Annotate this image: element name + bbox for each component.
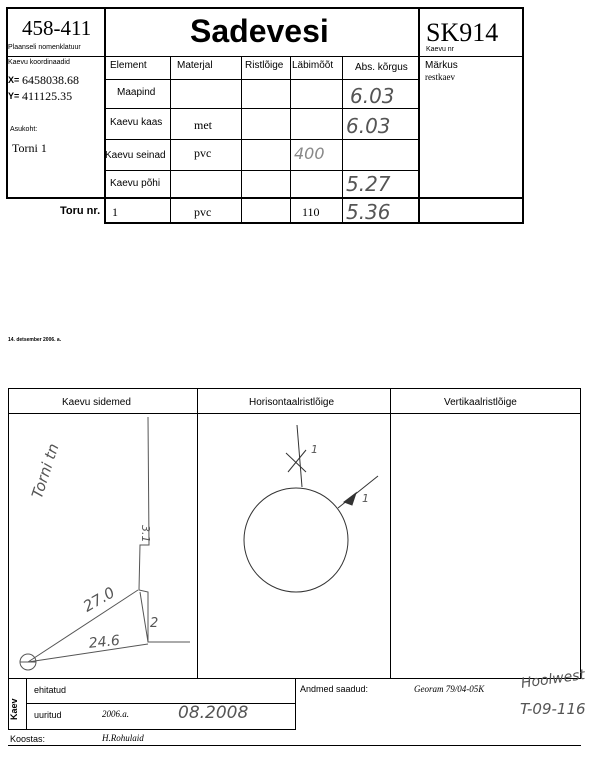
row-element-1: Kaevu kaas bbox=[110, 117, 163, 128]
well-cross-section-circle bbox=[244, 488, 348, 592]
compiled-label: Koostas: bbox=[10, 734, 46, 744]
col-material: Materjal bbox=[177, 60, 213, 71]
pipe-diameter: 110 bbox=[302, 205, 320, 219]
built-label: ehitatud bbox=[34, 685, 67, 695]
dim-short: 2 bbox=[150, 616, 159, 631]
section-connections: Kaevu sidemed bbox=[62, 397, 131, 408]
section-vertical: Vertikaalristlõige bbox=[444, 397, 517, 408]
remark-value: restkaev bbox=[425, 72, 455, 82]
compiled-value: H.Rohulaid bbox=[102, 733, 144, 743]
handwritten-note: Hoolwest bbox=[520, 667, 587, 692]
col-height: Abs. kõrgus bbox=[355, 62, 408, 73]
row-height-0: 6.03 bbox=[350, 84, 395, 108]
row-material-2: pvc bbox=[194, 146, 212, 160]
row-element-2: Kaevu seinad bbox=[105, 150, 166, 161]
dim-diagonal: 27.0 bbox=[80, 583, 118, 616]
col-element: Element bbox=[110, 60, 147, 71]
y-coordinate: 411125.35 bbox=[22, 89, 73, 103]
pipe-height: 5.36 bbox=[346, 200, 391, 224]
source-value: Georam 79/04-05K bbox=[414, 684, 485, 694]
sheet-code: 458-411 bbox=[22, 16, 92, 40]
sheet-label: Plaanseli nomenklatuur bbox=[8, 44, 81, 51]
col-remark: Märkus bbox=[425, 60, 458, 71]
y-label: Y= bbox=[8, 91, 20, 101]
street-label: Torni tn bbox=[28, 441, 63, 501]
well-id: SK914 bbox=[426, 18, 499, 47]
coords-label: Kaevu koordinaadid bbox=[8, 59, 70, 66]
address-value: Torni 1 bbox=[12, 141, 47, 155]
col-diameter: Läbimõõt bbox=[292, 60, 334, 71]
right-arrow-head bbox=[344, 493, 356, 505]
arrow-label-top: 1 bbox=[311, 443, 318, 456]
arrow-label-right: 1 bbox=[362, 492, 369, 505]
row-material-1: met bbox=[194, 118, 212, 132]
surveyed-value: 2006.a. bbox=[102, 709, 129, 719]
pipe-label: Toru nr. bbox=[60, 205, 101, 217]
row-height-3: 5.27 bbox=[346, 172, 391, 196]
pipe-number: 1 bbox=[112, 205, 118, 219]
col-cross: Ristlõige bbox=[245, 60, 284, 71]
well-id-label: Kaevu nr bbox=[426, 46, 455, 53]
x-label: X= bbox=[8, 75, 20, 85]
handwritten-date: 08.2008 bbox=[178, 703, 249, 723]
side-label: Kaev bbox=[9, 698, 19, 720]
base-measure-line bbox=[28, 644, 148, 662]
x-coordinate: 6458038.68 bbox=[22, 73, 79, 87]
surveyed-label: uuritud bbox=[34, 710, 62, 720]
dim-base: 24.6 bbox=[88, 632, 121, 652]
side-measure-line bbox=[140, 592, 148, 642]
right-pipe-line bbox=[338, 476, 378, 508]
row-element-3: Kaevu põhi bbox=[110, 178, 161, 189]
pipe-material: pvc bbox=[194, 205, 212, 219]
row-element-0: Maapind bbox=[117, 87, 156, 98]
source-label: Andmed saadud: bbox=[300, 684, 369, 694]
form-title: Sadevesi bbox=[190, 13, 329, 49]
row-height-1: 6.03 bbox=[346, 114, 391, 138]
dim-vertical: 3.1 bbox=[139, 525, 152, 543]
handwritten-code: T-09-116 bbox=[520, 700, 586, 718]
section-horizontal: Horisontaalristlõige bbox=[249, 397, 335, 408]
address-label: Asukoht: bbox=[10, 126, 38, 133]
date-stamp: 14. detsember 2006. a. bbox=[8, 337, 62, 343]
row-diameter-2: 400 bbox=[294, 144, 325, 163]
